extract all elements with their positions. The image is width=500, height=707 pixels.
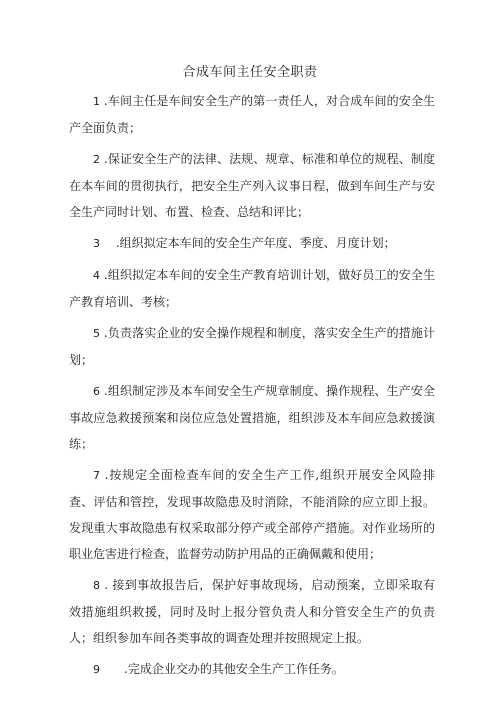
- item-text: 组织拟定本车间的安全生产年度、季度、月度计划；: [119, 236, 396, 250]
- list-item: [69, 146, 435, 225]
- item-text: 完成企业交办的其他安全生产工作任务。: [127, 662, 344, 676]
- list-item: [69, 262, 435, 315]
- item-separator: .: [100, 94, 108, 108]
- item-separator: .: [100, 662, 128, 676]
- item-number: 6: [93, 385, 100, 398]
- item-separator: .: [100, 326, 108, 340]
- item-number: 2: [93, 153, 100, 166]
- item-text: 组织制定涉及本车间安全生产规章制度、操作规程、生产安全事故应急救援预案和岗位应急处置措施，组织涉及本车间应急救援演练；: [69, 384, 435, 451]
- item-number: 3: [93, 237, 100, 250]
- item-number: 5: [93, 327, 100, 340]
- list-item: [69, 378, 435, 457]
- item-separator: .: [100, 384, 108, 398]
- item-separator: .: [100, 578, 113, 592]
- list-item: [69, 88, 435, 141]
- list-item: [69, 320, 435, 373]
- list-item: [69, 656, 435, 683]
- item-number: 4: [93, 269, 100, 282]
- item-number: 8: [93, 579, 100, 592]
- item-text: 组织拟定本车间的安全生产教育培训计划，做好员工的安全生产教育培训、考核；: [69, 268, 435, 309]
- document-title: 合成车间主任安全职责: [182, 65, 318, 80]
- item-separator: .: [100, 236, 120, 250]
- list-item: [69, 572, 435, 651]
- item-separator: .: [100, 468, 109, 482]
- item-number: 7: [93, 469, 100, 482]
- item-text: 按规定全面检查车间的安全生产工作,组织开展安全风险排查、评估和管控，发现事故隐患及时消除，不能消除的应立即上报。发现重大事故隐患有权采取部分停产或全部停产措施。对作业场所的职业危害进行检查，监督劳动防护用品的正确佩戴和使用；: [69, 468, 435, 561]
- item-text: 接到事故报告后，保护好事故现场，启动预案，立即采取有效措施组织救援，同时及时上报分管负责人和分管安全生产的负责人；组织参加车间各类事故的调查处理并按照规定上报。: [69, 578, 435, 645]
- list-item: [69, 230, 435, 257]
- item-text: 负责落实企业的安全操作规程和制度，落实安全生产的措施计划；: [69, 326, 435, 367]
- item-text: 保证安全生产的法律、法规、规章、标准和单位的规程、制度在本车间的贯彻执行，把安全生产列入议事日程，做到车间生产与安全生产同时计划、布置、检查、总结和评比；: [69, 152, 435, 219]
- list-item: [69, 462, 435, 567]
- item-separator: .: [100, 152, 108, 166]
- item-number: 9: [93, 663, 100, 676]
- item-number: 1: [93, 95, 100, 108]
- item-text: 车间主任是车间安全生产的第一责任人，对合成车间的安全生产全面负责；: [69, 94, 435, 135]
- document-body: [69, 88, 435, 688]
- item-separator: .: [100, 268, 108, 282]
